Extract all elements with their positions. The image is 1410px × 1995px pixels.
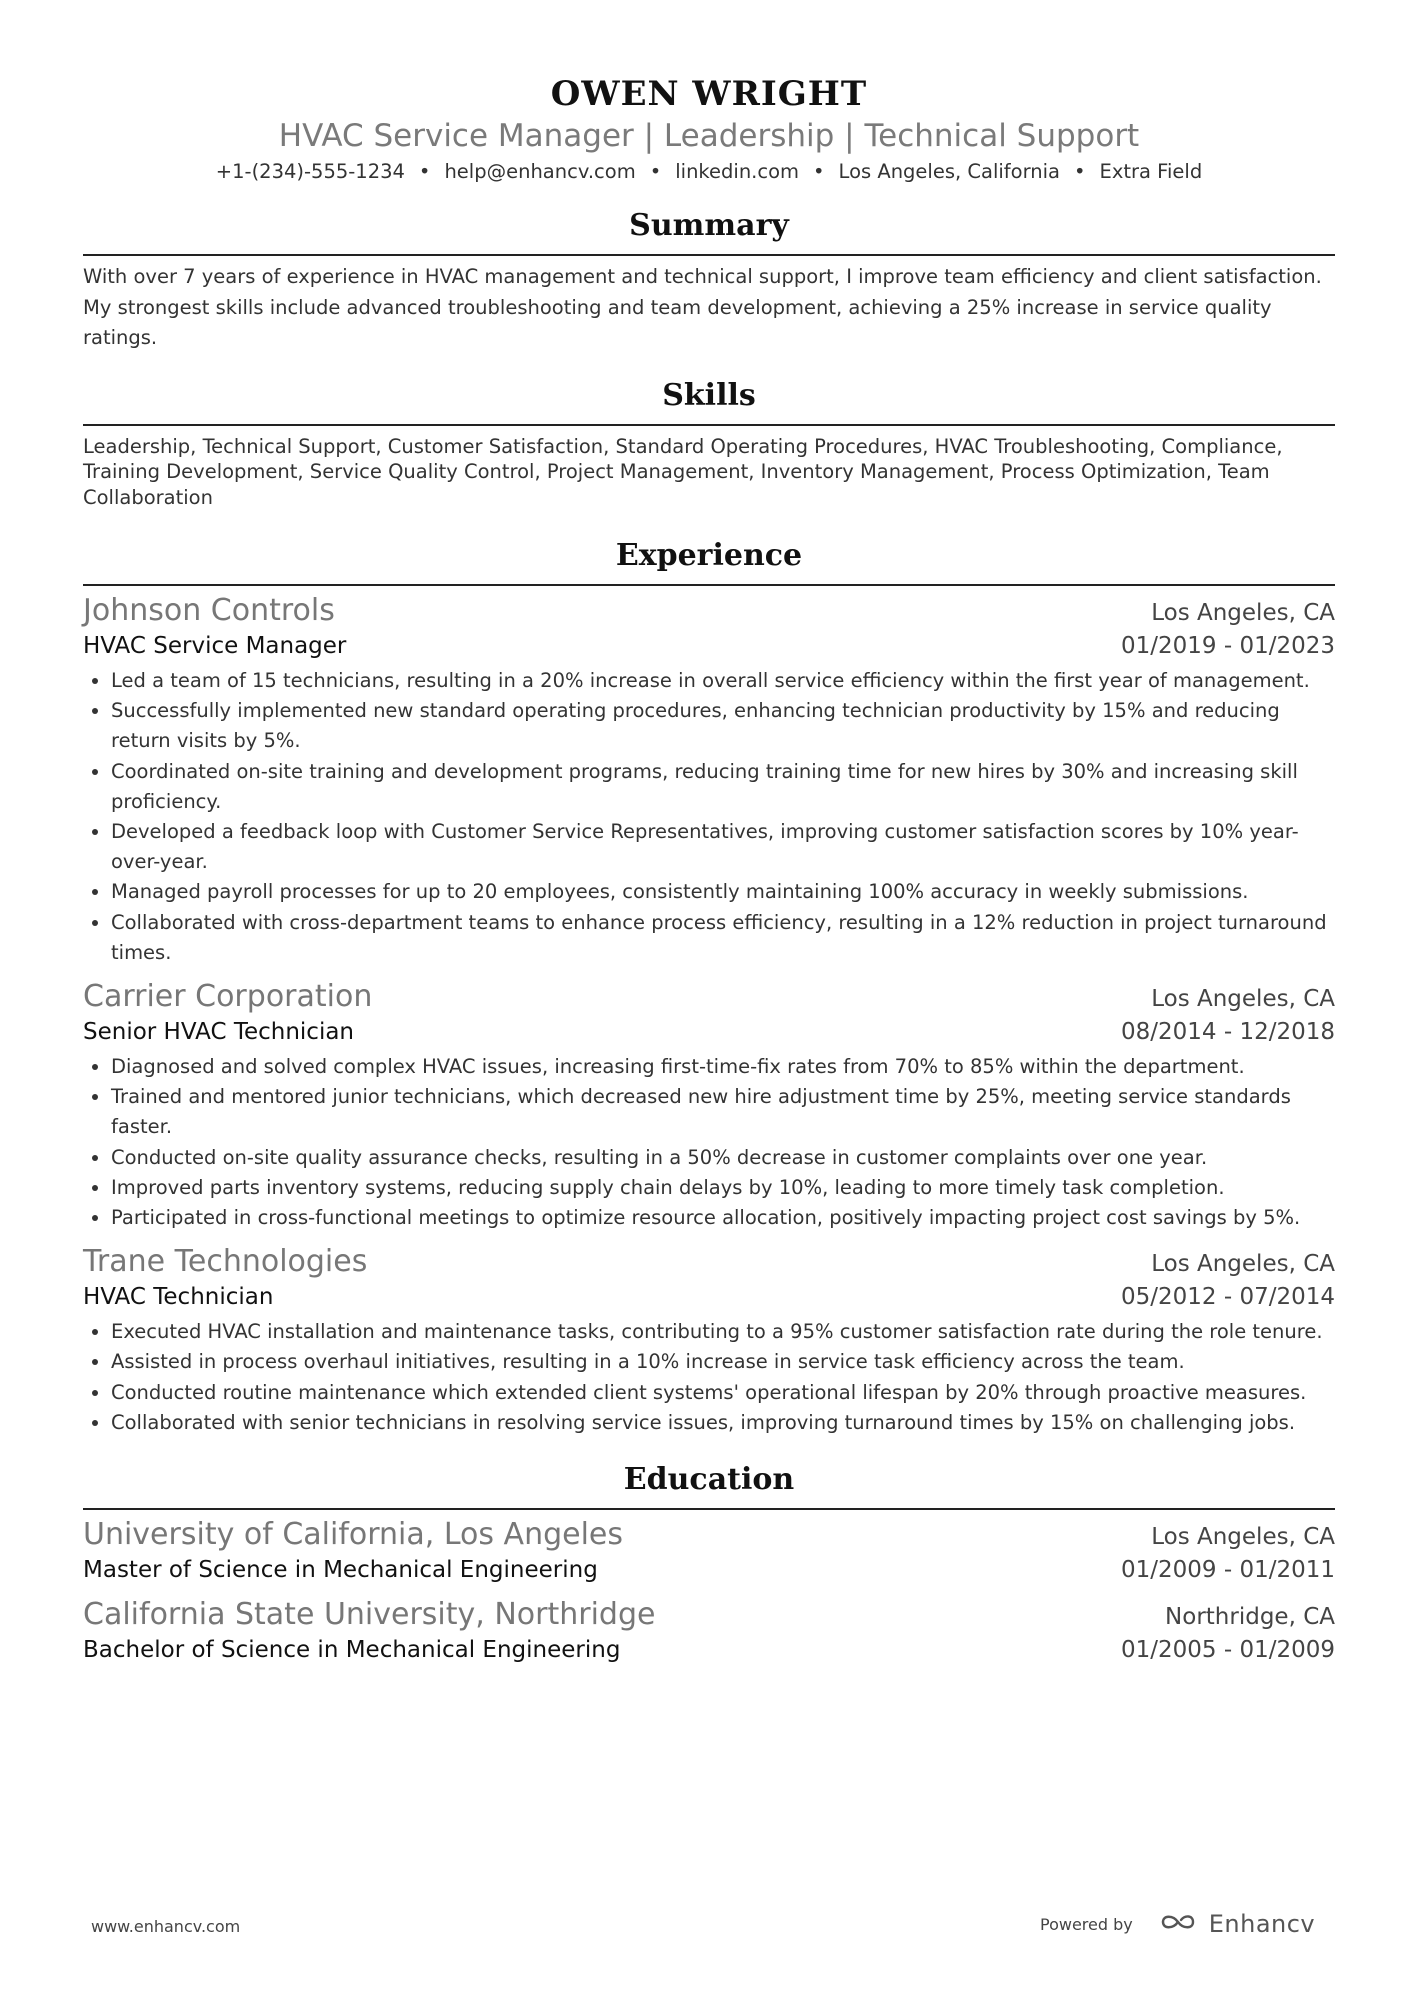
candidate-name: OWEN WRIGHT — [550, 74, 868, 114]
bullet-item: • Collaborated with cross-department teams to enhance process efficiency, resulting in a 12% reduction in project turnaround times. — [111, 908, 1335, 968]
bullet-item: • Conducted on-site quality assurance checks, resulting in a 50% decrease in customer complaints over one year. — [111, 1143, 1335, 1173]
job-title: HVAC Technician — [83, 1284, 274, 1311]
experience-section — [83, 536, 1335, 1438]
footer-branding — [1040, 1910, 1315, 1938]
skills-text: Leadership, Technical Support, Customer Satisfaction, Standard Operating Procedures, HVAC Troubleshooting, Compliance, Training Development, Service Quality Control, Project Management, Inventory Management, Process Optimization, Team Collaboration — [83, 434, 1283, 509]
bullet-item: • Trained and mentored junior technicians, which decreased new hire adjustment time by 25%, meeting service standards faster. — [111, 1082, 1335, 1142]
education-dates: 01/2009 - 01/2011 — [1120, 1557, 1335, 1584]
job-bullets — [83, 1317, 1335, 1438]
bullet-item: • Assisted in process overhaul initiatives, resulting in a 10% increase in service task efficiency across the team. — [111, 1347, 1335, 1377]
degree: Bachelor of Science in Mechanical Engineering — [83, 1637, 621, 1664]
education-entry — [83, 1516, 1335, 1586]
school-name: California State University, Northridge — [83, 1597, 656, 1633]
extra-field: Extra Field — [1099, 160, 1203, 183]
job-dates: 08/2014 - 12/2018 — [1120, 1019, 1335, 1046]
job-title: Senior HVAC Technician — [83, 1019, 355, 1046]
education-dates: 01/2005 - 01/2009 — [1120, 1637, 1335, 1664]
email-link[interactable]: help@enhancv.com — [444, 160, 636, 183]
job-location: Los Angeles, CA — [1151, 1251, 1335, 1278]
school-location: Northridge, CA — [1165, 1604, 1335, 1631]
bullet-item: • Led a team of 15 technicians, resulting in a 20% increase in overall service efficiency within the first year of management. — [111, 666, 1335, 696]
section-divider — [83, 254, 1335, 256]
resume-page — [83, 0, 1335, 1666]
brand-name: Enhancv — [1208, 1910, 1316, 1938]
degree: Master of Science in Mechanical Engineering — [83, 1557, 598, 1584]
separator-dot: • — [813, 160, 825, 183]
company-name: Trane Technologies — [83, 1244, 368, 1280]
footer-url-link[interactable]: www.enhancv.com — [91, 1917, 241, 1936]
bullet-item: • Executed HVAC installation and maintenance tasks, contributing to a 95% customer satisfaction rate during the role tenure. — [111, 1317, 1335, 1347]
skills-section — [83, 376, 1335, 511]
section-title-summary: Summary — [629, 208, 789, 243]
job-location: Los Angeles, CA — [1151, 986, 1335, 1013]
experience-entry — [83, 1243, 1335, 1438]
section-divider — [83, 584, 1335, 586]
education-section — [83, 1460, 1335, 1666]
location: Los Angeles, California — [838, 160, 1060, 183]
separator-dot: • — [418, 160, 431, 183]
bullet-item: • Diagnosed and solved complex HVAC issues, increasing first-time-fix rates from 70% to 85% within the department. — [111, 1052, 1335, 1082]
section-title-experience: Experience — [615, 538, 803, 573]
job-location: Los Angeles, CA — [1151, 600, 1335, 626]
school-name: University of California, Los Angeles — [83, 1517, 624, 1553]
job-bullets — [83, 666, 1335, 968]
job-dates: 05/2012 - 07/2014 — [1120, 1284, 1335, 1311]
contact-bar — [83, 158, 1335, 186]
bullet-item: • Participated in cross-functional meetings to optimize resource allocation, positively impacting project cost savings by 5%. — [111, 1203, 1335, 1233]
company-name: Johnson Controls — [83, 593, 335, 628]
headline: HVAC Service Manager | Leadership | Technical Support — [278, 118, 1140, 154]
phone: +1-(234)-555-1234 — [215, 160, 405, 183]
bullet-item: • Conducted routine maintenance which extended client systems' operational lifespan by 20% through proactive measures. — [111, 1378, 1335, 1408]
summary-text: With over 7 years of experience in HVAC management and technical support, I improve team efficiency and client satisfaction. My strongest skills include advanced troubleshooting and team development, achieving a 25% increase in service quality ratings. — [83, 265, 1322, 349]
section-title-education: Education — [623, 1462, 795, 1498]
education-entry — [83, 1596, 1335, 1666]
experience-entry — [83, 978, 1335, 1233]
summary-section — [83, 206, 1335, 354]
school-location: Los Angeles, CA — [1151, 1524, 1335, 1551]
separator-dot: • — [649, 160, 662, 183]
separator-dot: • — [1074, 160, 1086, 183]
bullet-item: • Improved parts inventory systems, reducing supply chain delays by 10%, leading to more timely task completion. — [111, 1173, 1335, 1203]
section-title-skills: Skills — [662, 377, 756, 413]
section-divider — [83, 424, 1335, 426]
job-dates: 01/2019 - 01/2023 — [1120, 633, 1335, 659]
powered-by-label: Powered by — [1040, 1914, 1133, 1934]
bullet-item: • Coordinated on-site training and development programs, reducing training time for new hires by 30% and increasing skill proficiency. — [111, 757, 1335, 817]
experience-entry — [83, 592, 1335, 968]
linkedin-link[interactable]: linkedin.com — [675, 160, 800, 183]
bullet-item: • Managed payroll processes for up to 20 employees, consistently maintaining 100% accuracy in weekly submissions. — [111, 877, 1335, 907]
section-divider — [83, 1508, 1335, 1510]
bullet-item: • Developed a feedback loop with Customer Service Representatives, improving customer satisfaction scores by 10% year-over-year. — [111, 817, 1335, 877]
company-name: Carrier Corporation — [83, 979, 373, 1015]
job-title: HVAC Service Manager — [83, 633, 347, 659]
bullet-item: • Successfully implemented new standard operating procedures, enhancing technician productivity by 15% and reducing return visits by 5%. — [111, 696, 1335, 756]
job-bullets — [83, 1052, 1335, 1233]
bullet-item: • Collaborated with senior technicians in resolving service issues, improving turnaround times by 15% on challenging jobs. — [111, 1408, 1335, 1438]
enhancv-logo-icon — [1159, 1910, 1201, 1938]
